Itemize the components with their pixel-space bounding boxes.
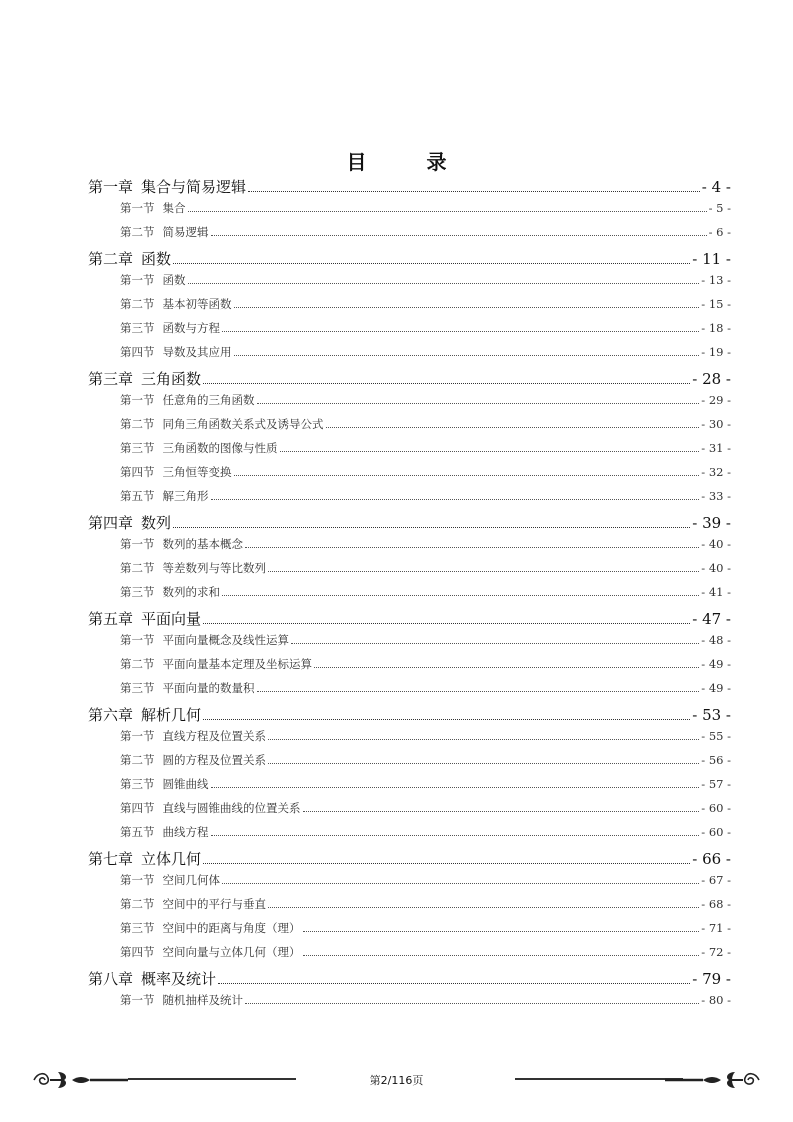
toc-chapter-entry[interactable] [88,368,731,392]
toc-entry-title: 圆的方程及位置关系 [162,753,266,767]
toc-entry-page: - 19 - [701,345,731,359]
toc-section-entry[interactable] [88,776,731,800]
toc-dot-leader [188,282,700,284]
toc-entry-number: 第二节 [120,561,155,575]
toc-entry-number: 第一章 [88,178,134,196]
toc-dot-leader [211,234,707,236]
toc-entry-label [120,944,301,960]
toc-entry-title: 空间向量与立体几何（理） [162,945,301,959]
toc-entry-title: 三角恒等变换 [162,465,232,479]
toc-entry-title: 数列 [141,514,172,532]
toc-entry-page: - 79 - [692,970,731,988]
toc-entry-label [120,536,243,552]
toc-entry-page: - 49 - [701,681,731,695]
toc-entry-page: - 5 - [708,201,731,215]
toc-dot-leader [248,190,700,192]
toc-entry-label [120,800,301,816]
toc-entry-label [88,176,246,197]
toc-title-right: 录 [426,150,447,174]
toc-entry-label [120,992,243,1008]
toc-entry-page: - 13 - [701,273,731,287]
toc-section-entry[interactable] [88,872,731,896]
toc-section-entry[interactable] [88,584,731,608]
toc-dot-leader [268,570,699,572]
toc-entry-label [88,608,201,629]
toc-entry-page: - 6 - [708,225,731,239]
toc-entry-title: 数列的求和 [162,585,220,599]
toc-entry-number: 第二节 [120,297,155,311]
toc-section-entry[interactable] [88,344,731,368]
toc-entry-title: 平面向量概念及线性运算 [162,633,289,647]
toc-entry-label [120,224,209,240]
toc-entry-title: 函数 [162,273,186,287]
toc-entry-title: 空间几何体 [162,873,220,887]
toc-entry-number: 第四节 [120,945,155,959]
toc-entry-label [120,560,266,576]
toc-entry-number: 第一节 [120,729,155,743]
toc-entry-label [88,368,201,389]
toc-section-entry[interactable] [88,944,731,968]
toc-chapter-entry[interactable] [88,608,731,632]
toc-entry-title: 集合与简易逻辑 [141,178,247,196]
toc-entry-title: 等差数列与等比数列 [162,561,266,575]
toc-entry-label [120,824,209,840]
toc-section-entry[interactable] [88,824,731,848]
toc-entry-page: - 32 - [701,465,731,479]
footer-page-label: 第2/116页 [369,1074,424,1087]
toc-dot-leader [203,862,690,864]
toc-section-entry[interactable] [88,296,731,320]
toc-entry-number: 第三节 [120,921,155,935]
toc-entry-number: 第二节 [120,417,155,431]
toc-entry-title: 直线与圆锥曲线的位置关系 [162,801,301,815]
toc-entry-title: 随机抽样及统计 [162,993,243,1007]
toc-entry-number: 第四章 [88,514,134,532]
toc-entry-number: 第二章 [88,250,134,268]
toc-dot-leader [222,330,699,332]
toc-dot-leader [222,594,699,596]
toc-section-entry[interactable] [88,272,731,296]
toc-entry-number: 第一节 [120,993,155,1007]
toc-entry-title: 函数与方程 [162,321,220,335]
toc-dot-leader [303,954,700,956]
toc-entry-title: 平面向量 [141,610,202,628]
toc-entry-title: 同角三角函数关系式及诱导公式 [162,417,324,431]
toc-section-entry[interactable] [88,992,731,1016]
toc-dot-leader [291,642,699,644]
toc-dot-leader [222,882,699,884]
toc-entry-label [120,632,289,648]
toc-entry-title: 空间中的平行与垂直 [162,897,266,911]
toc-entry-label [120,896,266,912]
toc-entry-label [120,464,232,480]
toc-entry-title: 直线方程及位置关系 [162,729,266,743]
toc-dot-leader [218,982,690,984]
toc-entry-page: - 18 - [701,321,731,335]
toc-entry-number: 第三节 [120,777,155,791]
toc-entry-number: 第二节 [120,225,155,239]
toc-entry-page: - 60 - [701,825,731,839]
toc-entry-title: 数列的基本概念 [162,537,243,551]
toc-dot-leader [303,930,700,932]
toc-section-entry[interactable] [88,224,731,248]
toc-entry-number: 第三节 [120,585,155,599]
toc-dot-leader [234,474,700,476]
toc-entry-number: 第七章 [88,850,134,868]
toc-entry-page: - 67 - [701,873,731,887]
toc-title-left: 目 [346,150,367,174]
toc-section-entry[interactable] [88,488,731,512]
toc-entry-label [120,656,312,672]
toc-entry-page: - 33 - [701,489,731,503]
toc-dot-leader [245,1002,699,1004]
toc-entry-number: 第一节 [120,393,155,407]
toc-entry-label [120,920,301,936]
toc-chapter-entry[interactable] [88,968,731,992]
toc-entry-page: - 68 - [701,897,731,911]
toc-section-entry[interactable] [88,464,731,488]
toc-entry-number: 第五节 [120,489,155,503]
toc-entry-page: - 57 - [701,777,731,791]
toc-entry-number: 第六章 [88,706,134,724]
toc-entry-page: - 29 - [701,393,731,407]
toc-entry-label [120,416,324,432]
toc-entry-title: 解三角形 [162,489,209,503]
toc-entry-number: 第三节 [120,441,155,455]
toc-section-entry[interactable] [88,560,731,584]
toc-section-entry[interactable] [88,632,731,656]
toc-dot-leader [268,738,699,740]
toc-entry-page: - 49 - [701,657,731,671]
toc-entry-page: - 15 - [701,297,731,311]
toc-entry-title: 基本初等函数 [162,297,232,311]
toc-entry-label [120,488,209,504]
toc-entry-number: 第三节 [120,321,155,335]
toc-entry-number: 第一节 [120,873,155,887]
toc-section-entry[interactable] [88,752,731,776]
toc-entry-page: - 28 - [692,370,731,388]
toc-entry-page: - 56 - [701,753,731,767]
toc-entry-title: 解析几何 [141,706,202,724]
toc-entry-page: - 72 - [701,945,731,959]
toc-chapter-entry[interactable] [88,248,731,272]
toc-dot-leader [234,354,700,356]
toc-entry-number: 第二节 [120,657,155,671]
toc-dot-leader [268,762,699,764]
toc-dot-leader [257,690,700,692]
toc-entry-number: 第四节 [120,465,155,479]
toc-entry-number: 第三节 [120,681,155,695]
toc-entry-label [120,752,266,768]
toc-entry-label [120,680,255,696]
toc-entry-title: 导数及其应用 [162,345,232,359]
toc-section-entry[interactable] [88,200,731,224]
toc-entry-page: - 30 - [701,417,731,431]
toc-entry-label [120,776,209,792]
toc-entry-label [120,584,220,600]
toc-chapter-entry[interactable] [88,704,731,728]
toc-entry-page: - 60 - [701,801,731,815]
toc-entry-number: 第四节 [120,345,155,359]
toc-entry-number: 第一节 [120,201,155,215]
toc-entry-number: 第二节 [120,897,155,911]
toc-dot-leader [211,834,700,836]
toc-section-entry[interactable] [88,392,731,416]
toc-entry-page: - 41 - [701,585,731,599]
toc-dot-leader [211,498,700,500]
toc-entry-page: - 48 - [701,633,731,647]
toc-entry-number: 第一节 [120,537,155,551]
toc-entry-title: 概率及统计 [141,970,217,988]
toc-section-entry[interactable] [88,800,731,824]
toc-entry-label [88,848,201,869]
toc-entry-page: - 31 - [701,441,731,455]
toc-dot-leader [314,666,699,668]
toc-section-entry[interactable] [88,440,731,464]
toc-dot-leader [188,210,707,212]
toc-entry-page: - 71 - [701,921,731,935]
toc-entry-title: 简易逻辑 [162,225,209,239]
toc-entry-title: 平面向量的数量积 [162,681,255,695]
toc-entry-title: 函数 [141,250,172,268]
toc-entry-page: - 80 - [701,993,731,1007]
toc-section-entry[interactable] [88,320,731,344]
toc-entry-title: 圆锥曲线 [162,777,209,791]
toc-entry-label [120,272,186,288]
toc-dot-leader [234,306,700,308]
toc-entry-page: - 40 - [701,561,731,575]
toc-section-entry[interactable] [88,728,731,752]
toc-entry-label [120,320,220,336]
toc-entry-label [120,392,255,408]
toc-entry-title: 三角函数的图像与性质 [162,441,278,455]
toc-entry-number: 第五节 [120,825,155,839]
toc-entry-number: 第四节 [120,801,155,815]
toc-entry-title: 空间中的距离与角度（理） [162,921,301,935]
toc-entry-title: 立体几何 [141,850,202,868]
toc-dot-leader [203,382,690,384]
toc-entry-page: - 11 - [692,250,731,268]
toc-dot-leader [173,262,690,264]
toc-entry-number: 第五章 [88,610,134,628]
toc-entry-label [88,968,216,989]
toc-chapter-entry[interactable] [88,512,731,536]
toc-dot-leader [303,810,700,812]
toc-dot-leader [245,546,699,548]
toc-dot-leader [280,450,700,452]
toc-entry-label [120,728,266,744]
toc-entry-title: 三角函数 [141,370,202,388]
toc-chapter-entry[interactable] [88,176,731,200]
toc-entry-page: - 39 - [692,514,731,532]
toc-section-entry[interactable] [88,680,731,704]
toc-entry-label [120,440,278,456]
toc-entry-title: 集合 [162,201,186,215]
toc-entry-number: 第一节 [120,633,155,647]
toc-entry-label [88,248,171,269]
toc-entry-page: - 4 - [701,178,731,196]
toc-dot-leader [326,426,700,428]
toc-section-entry[interactable] [88,416,731,440]
toc-section-entry[interactable] [88,656,731,680]
toc-entry-title: 平面向量基本定理及坐标运算 [162,657,312,671]
toc-dot-leader [203,718,690,720]
toc-entry-title: 任意角的三角函数 [162,393,255,407]
toc-entry-page: - 47 - [692,610,731,628]
toc-list [88,176,731,1016]
footer-rule-right [515,1078,683,1080]
toc-entry-number: 第八章 [88,970,134,988]
toc-entry-page: - 55 - [701,729,731,743]
toc-entry-number: 第三章 [88,370,134,388]
toc-entry-number: 第二节 [120,753,155,767]
toc-entry-title: 曲线方程 [162,825,209,839]
toc-dot-leader [203,622,690,624]
right-ornament-icon [665,1066,765,1094]
toc-dot-leader [268,906,699,908]
toc-entry-page: - 53 - [692,706,731,724]
toc-chapter-entry[interactable] [88,848,731,872]
toc-section-entry[interactable] [88,536,731,560]
toc-section-entry[interactable] [88,896,731,920]
toc-entry-label [120,344,232,360]
toc-dot-leader [173,526,690,528]
toc-entry-number: 第一节 [120,273,155,287]
toc-entry-label [88,704,201,725]
toc-entry-label [120,200,186,216]
toc-entry-label [120,872,220,888]
toc-entry-page: - 40 - [701,537,731,551]
toc-dot-leader [257,402,700,404]
toc-dot-leader [211,786,700,788]
toc-section-entry[interactable] [88,920,731,944]
toc-title [0,146,793,175]
toc-entry-page: - 66 - [692,850,731,868]
toc-entry-label [88,512,171,533]
toc-entry-label [120,296,232,312]
